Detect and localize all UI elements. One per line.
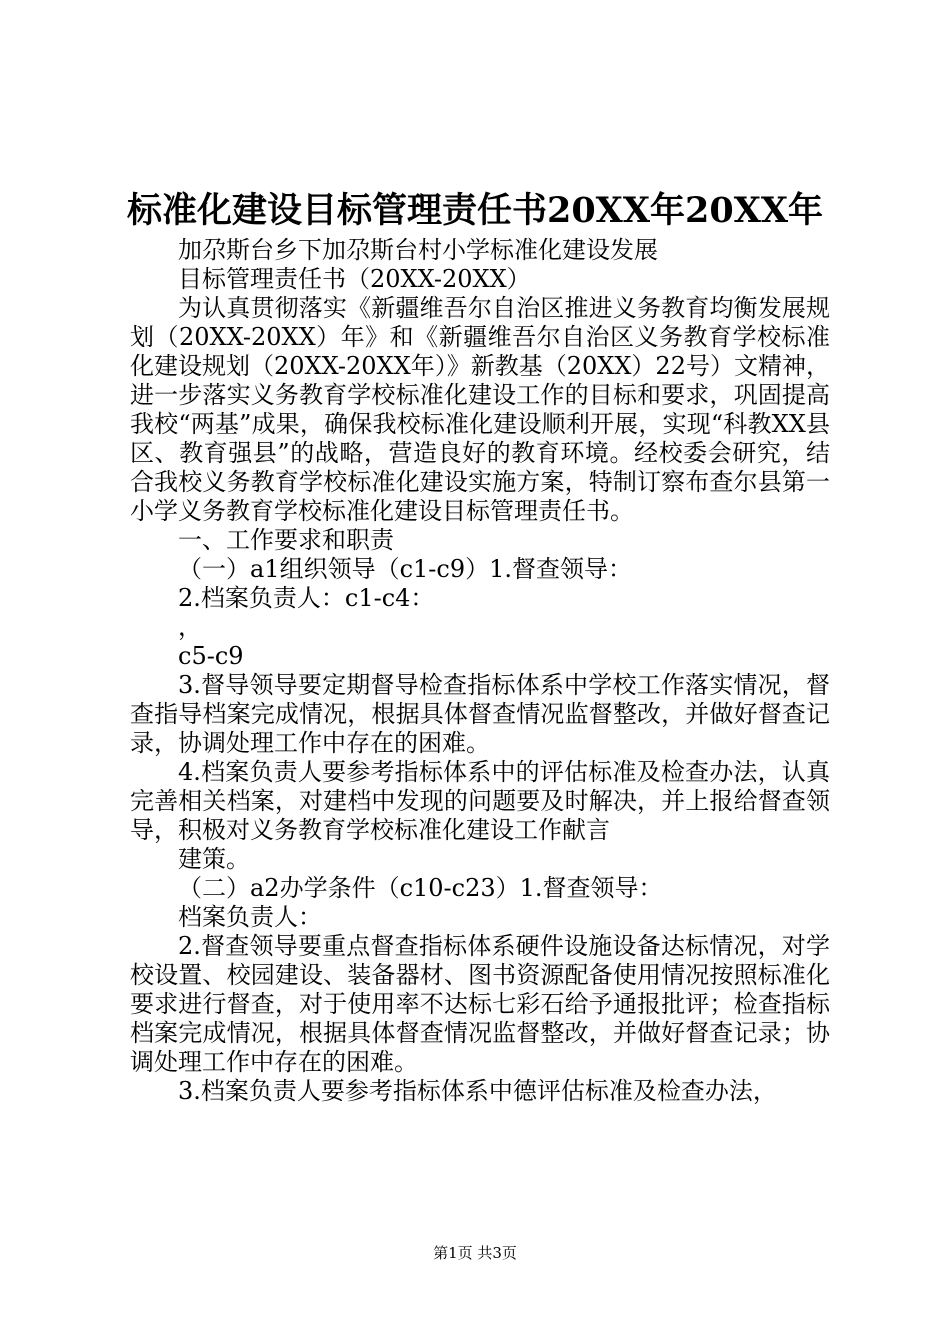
paragraph-subtitle-2: 目标管理责任书（20XX-20XX） (178, 265, 531, 293)
document-body (130, 236, 830, 1106)
subsection-heading-a2: （二）a2办学条件（c10-c23）1.督查领导： (178, 874, 663, 902)
paragraph-item-4: 4.档案负责人要参考指标体系中的评估标准及检查办法，认真完善相关档案，对建档中发现的问题要及时解决，并上报给督查领导，积极对义务教育学校标准化建设工作献言 (130, 758, 830, 844)
paragraph-subtitle-1: 加尕斯台乡下加尕斯台村小学标准化建设发展 (178, 236, 658, 264)
paragraph-item-3-a2: 3.档案负责人要参考指标体系中德评估标准及检查办法， (178, 1077, 777, 1105)
section-heading-1: 一、工作要求和职责 (178, 526, 394, 554)
paragraph-intro: 为认真贯彻落实《新疆维吾尔自治区推进义务教育均衡发展规划（20XX-20XX）年》和《新疆维吾尔自治区义务教育学校标准化建设规划（20XX-20XX年）》新教基（20XX）22号）文精神，进一步落实义务教育学校标准化建设工作的目标和要求，巩固提高我校“两基”成果，确保我校标准化建设顺利开展，实现“科教XX县区、教育强县”的战略，营造良好的教育环境。经校委会研究，结合我校义务教育学校标准化建设实施方案，特制订察布查尔县第一小学义务教育学校标准化建设目标管理责任书。 (130, 294, 830, 525)
paragraph-jiance: 建策。 (178, 845, 250, 873)
paragraph-item-2-a2: 2.督查领导要重点督查指标体系硬件设施设备达标情况，对学校设置、校园建设、装备器材、图书资源配备使用情况按照标准化要求进行督查，对于使用率不达标七彩石给予通报批评；检查指标档案完成情况，根据具体督查情况监督整改，并做好督查记录；协调处理工作中存在的困难。 (130, 932, 830, 1076)
document-title: 标准化建设目标管理责任书20XX年20XX年 (126, 190, 824, 231)
paragraph-archive-owner-1: 2.档案负责人：c1-c4： (178, 584, 435, 612)
subsection-heading-a1: （一）a1组织领导（c1-c9）1.督查领导： (178, 555, 633, 583)
paragraph-c5-c9: c5-c9 (178, 642, 244, 670)
page-footer: 第1页 共3页 (433, 1244, 517, 1262)
paragraph-archive-owner-2: 档案负责人： (178, 903, 322, 931)
paragraph-item-3: 3.督导领导要定期督导检查指标体系中学校工作落实情况，督查指导档案完成情况，根据具体督查情况监督整改，并做好督查记录，协调处理工作中存在的困难。 (130, 671, 830, 757)
paragraph-comma: ， (178, 613, 202, 641)
